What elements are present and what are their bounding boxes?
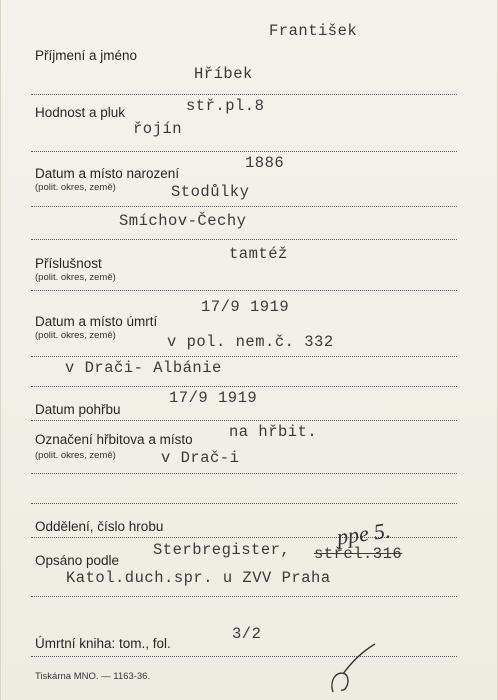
death-sub-label: (polit. okres, země) (35, 330, 116, 341)
copied-value-struck: střel.316 (314, 545, 403, 563)
cemetery-label: Označení hřbitova a místo (35, 432, 193, 447)
burial-date-value: 17/9 1919 (169, 389, 258, 407)
dotted-line (31, 503, 457, 504)
domicile-sub-label: (polit. okres, země) (35, 272, 116, 283)
cemetery-sub-label: (polit. okres, země) (35, 450, 116, 461)
register-label: Úmrtní kniha: tom., fol. (35, 636, 171, 651)
signature-mark (323, 640, 383, 700)
section-label: Oddělení, číslo hrobu (35, 519, 164, 534)
dotted-line (31, 356, 457, 357)
dotted-line (31, 386, 457, 387)
copied-value: Sterbregister, (153, 541, 291, 559)
death-label: Datum a místo úmrtí (35, 314, 158, 329)
copied-label: Opsáno podle (35, 553, 120, 568)
death-place-value-line2: v Drači- Albánie (65, 359, 222, 377)
cemetery-value: na hřbit. (229, 423, 318, 441)
death-date-value: 17/9 1919 (201, 298, 290, 316)
handwritten-note-text: ppe 5. (335, 517, 392, 550)
surname-label: Příjmení a jméno (35, 48, 138, 63)
given-name-value: František (269, 22, 358, 40)
printer-footer: Tiskárna MNO. — 1163-36. (35, 671, 151, 682)
dotted-line (31, 473, 457, 474)
domicile-value: tamtéž (229, 245, 288, 263)
rank-value: stř.pl.8 (186, 97, 265, 115)
birth-year-value: 1886 (245, 154, 285, 172)
dotted-line (31, 94, 457, 95)
register-value: 3/2 (232, 625, 262, 643)
birth-place-value: Stodůlky (171, 183, 250, 201)
domicile-label: Příslušnost (35, 256, 102, 271)
birth-region-value: Smíchov-Čechy (119, 212, 247, 230)
dotted-line (31, 206, 457, 207)
rank-label: Hodnost a pluk (35, 105, 126, 120)
surname-value: Hříbek (194, 65, 253, 83)
dotted-line (31, 656, 457, 657)
handwritten-note (331, 510, 451, 550)
burial-label: Datum pohřbu (35, 402, 121, 417)
copied-value-line2: Katol.duch.spr. u ZVV Praha (66, 569, 331, 587)
rank-value-line2: řojín (133, 120, 183, 138)
dotted-line (31, 239, 457, 240)
dotted-line (31, 420, 457, 421)
dotted-line (31, 151, 457, 152)
birth-label: Datum a místo narození (35, 166, 180, 181)
birth-sub-label: (polit. okres, země) (35, 182, 116, 193)
dotted-line (31, 596, 457, 597)
cemetery-value-line2: v Drač-i (161, 449, 240, 467)
dotted-line (31, 290, 457, 291)
death-place-value: v pol. nem.č. 332 (167, 333, 334, 351)
